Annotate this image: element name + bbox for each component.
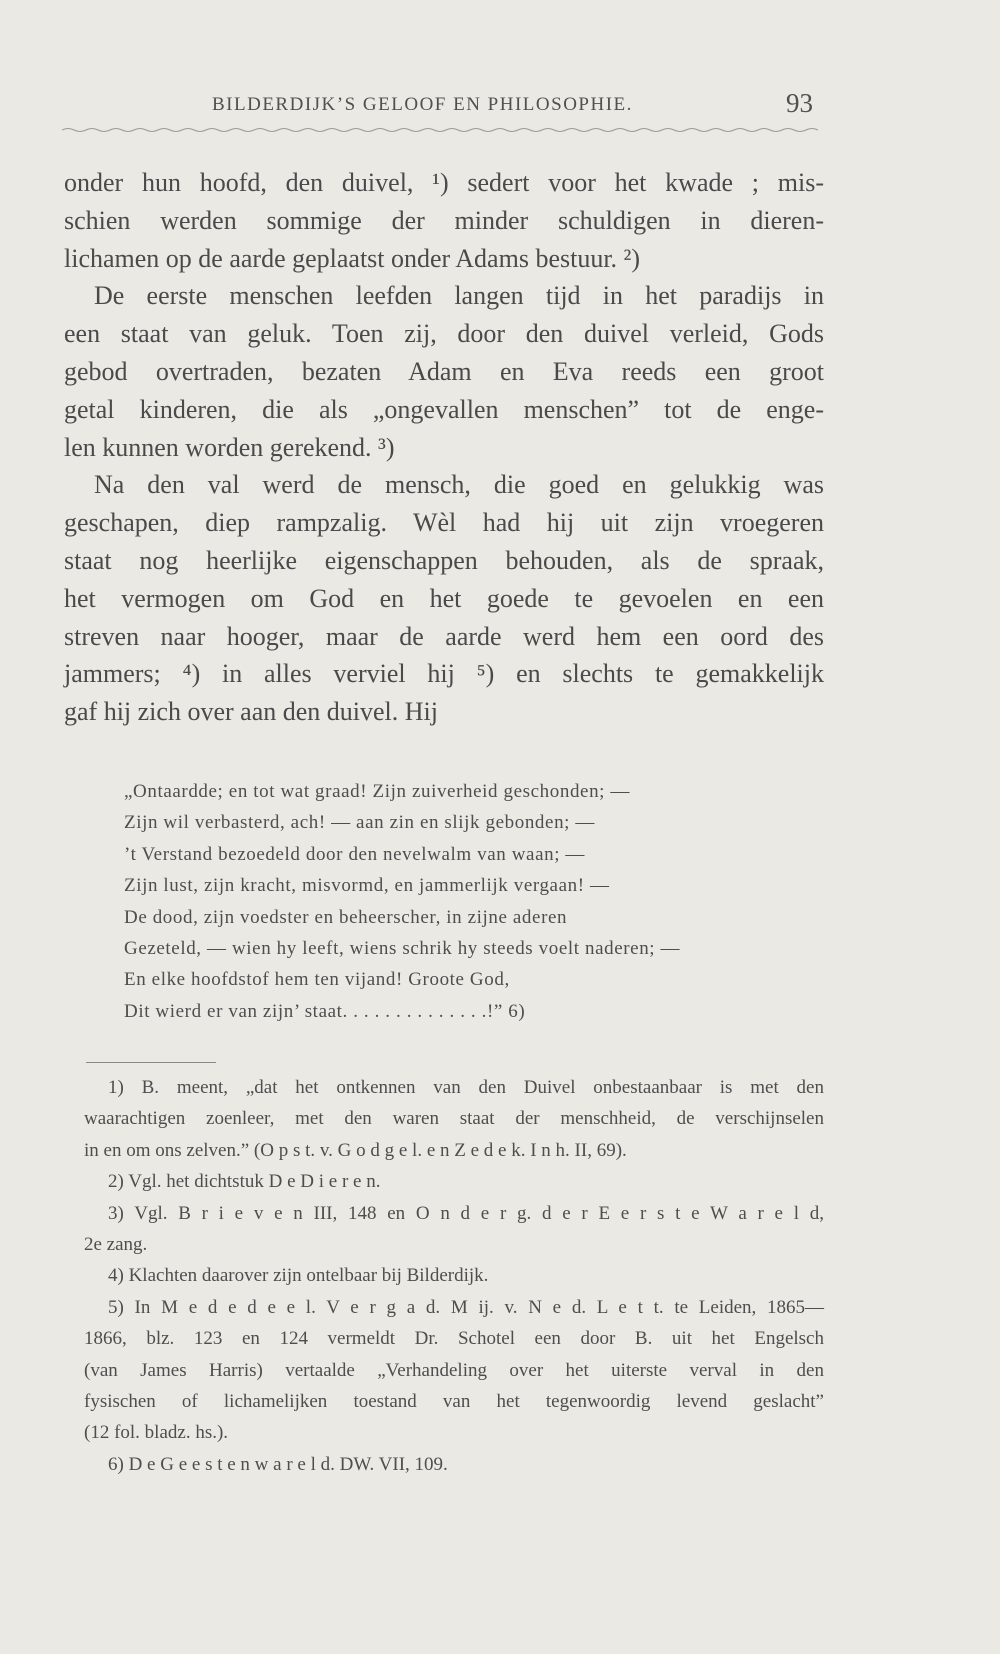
body-line: getal kinderen, die als „ongevallen menschen” tot de enge- <box>64 394 824 424</box>
footnote-line: 2) Vgl. het dichtstuk D e D i e r e n. <box>108 1171 381 1193</box>
footnote-line: in en om ons zelven.” (O p s t. v. G o d g e l. e n Z e d e k. I n h. II, 69). <box>84 1139 627 1161</box>
poem-line: En elke hoofdstof hem ten vijand! Groote God, <box>124 969 510 991</box>
poem-line: Zijn wil verbasterd, ach! — aan zin en slijk gebonden; — <box>124 812 595 834</box>
body-line: gaf hij zich over aan den duivel. Hij <box>64 697 438 727</box>
footnote-line: 3) Vgl. B r i e v e n III, 148 en O n d e r g. d e r E e r s t e W a r e l d, <box>108 1202 824 1224</box>
poem-quotation <box>124 776 824 1027</box>
body-line: jammers; ⁴) in alles verviel hij ⁵) en slechts te gemakkelijk <box>64 659 824 689</box>
header-rule <box>62 126 820 134</box>
footnote-line: 1) B. meent, „dat het ontkennen van den Duivel onbestaanbaar is met den <box>108 1077 824 1098</box>
footnote-line: (van James Harris) vertaalde „Verhandeling over het uiterste verval in den <box>84 1359 824 1381</box>
running-title: BILDERDIJK’S GELOOF EN PHILOSOPHIE. <box>212 94 633 115</box>
poem-line: Zijn lust, zijn kracht, misvormd, en jammerlijk vergaan! — <box>124 875 610 897</box>
body-line: staat nog heerlijke eigenschappen behouden, als de spraak, <box>64 545 824 575</box>
poem-line: Gezeteld, — wien hy leeft, wiens schrik hy steeds voelt naderen; — <box>124 938 681 960</box>
body-line: onder hun hoofd, den duivel, ¹) sedert voor het kwade ; mis- <box>64 168 824 197</box>
body-line: geschapen, diep rampzalig. Wèl had hij uit zijn vroegeren <box>64 508 824 538</box>
poem-line: „Ontaardde; en tot wat graad! Zijn zuiverheid geschonden; — <box>124 781 631 802</box>
poem-line: Dit wierd er van zijn’ staat. . . . . . . . . . . . . .!” 6) <box>124 1000 526 1022</box>
poem-line: De dood, zijn voedster en beheerscher, in zijne aderen <box>124 906 568 928</box>
body-line: streven naar hooger, maar de aarde werd hem een oord des <box>64 621 824 651</box>
footnote-line: waarachtigen zoenleer, met den waren staat der menschheid, de verschijnselen <box>84 1108 824 1130</box>
poem-line: ’t Verstand bezoedeld door den nevelwalm van waan; — <box>124 843 586 865</box>
footnote-line: 4) Klachten daarover zijn ontelbaar bij Bilderdijk. <box>108 1265 489 1287</box>
footnote-line: fysischen of lichamelijken toestand van het tegenwoordig levend geslacht” <box>84 1391 824 1413</box>
body-line: De eerste menschen leefden langen tijd in het paradijs in <box>94 281 824 311</box>
body-line: Na den val werd de mensch, die goed en gelukkig was <box>94 470 824 500</box>
page-number: 93 <box>786 88 813 118</box>
footnote-separator <box>86 1062 216 1063</box>
body-line: schien werden sommige der minder schuldigen in dieren- <box>64 205 824 235</box>
body-line: gebod overtraden, bezaten Adam en Eva reeds een groot <box>64 356 824 386</box>
body-text <box>64 164 824 731</box>
footnote-line: 6) D e G e e s t e n w a r e l d. DW. VII, 109. <box>108 1453 448 1475</box>
body-line: lichamen op de aarde geplaatst onder Adams bestuur. ²) <box>64 243 640 273</box>
footnote-line: 1866, blz. 123 en 124 vermeldt Dr. Schotel een door B. uit het Engelsch <box>84 1328 824 1350</box>
body-line: len kunnen worden gerekend. ³) <box>64 432 395 462</box>
body-line: een staat van geluk. Toen zij, door den duivel verleid, Gods <box>64 319 824 349</box>
footnote-line: (12 fol. bladz. hs.). <box>84 1422 229 1444</box>
footnotes <box>84 1072 824 1480</box>
running-head <box>0 86 1000 126</box>
footnote-line: 5) In M e d e d e e l. V e r g a d. M ij. v. N e d. L e t t. te Leiden, 1865— <box>108 1296 824 1318</box>
body-line: het vermogen om God en het goede te gevoelen en een <box>64 583 824 613</box>
footnote-line: 2e zang. <box>84 1234 148 1256</box>
